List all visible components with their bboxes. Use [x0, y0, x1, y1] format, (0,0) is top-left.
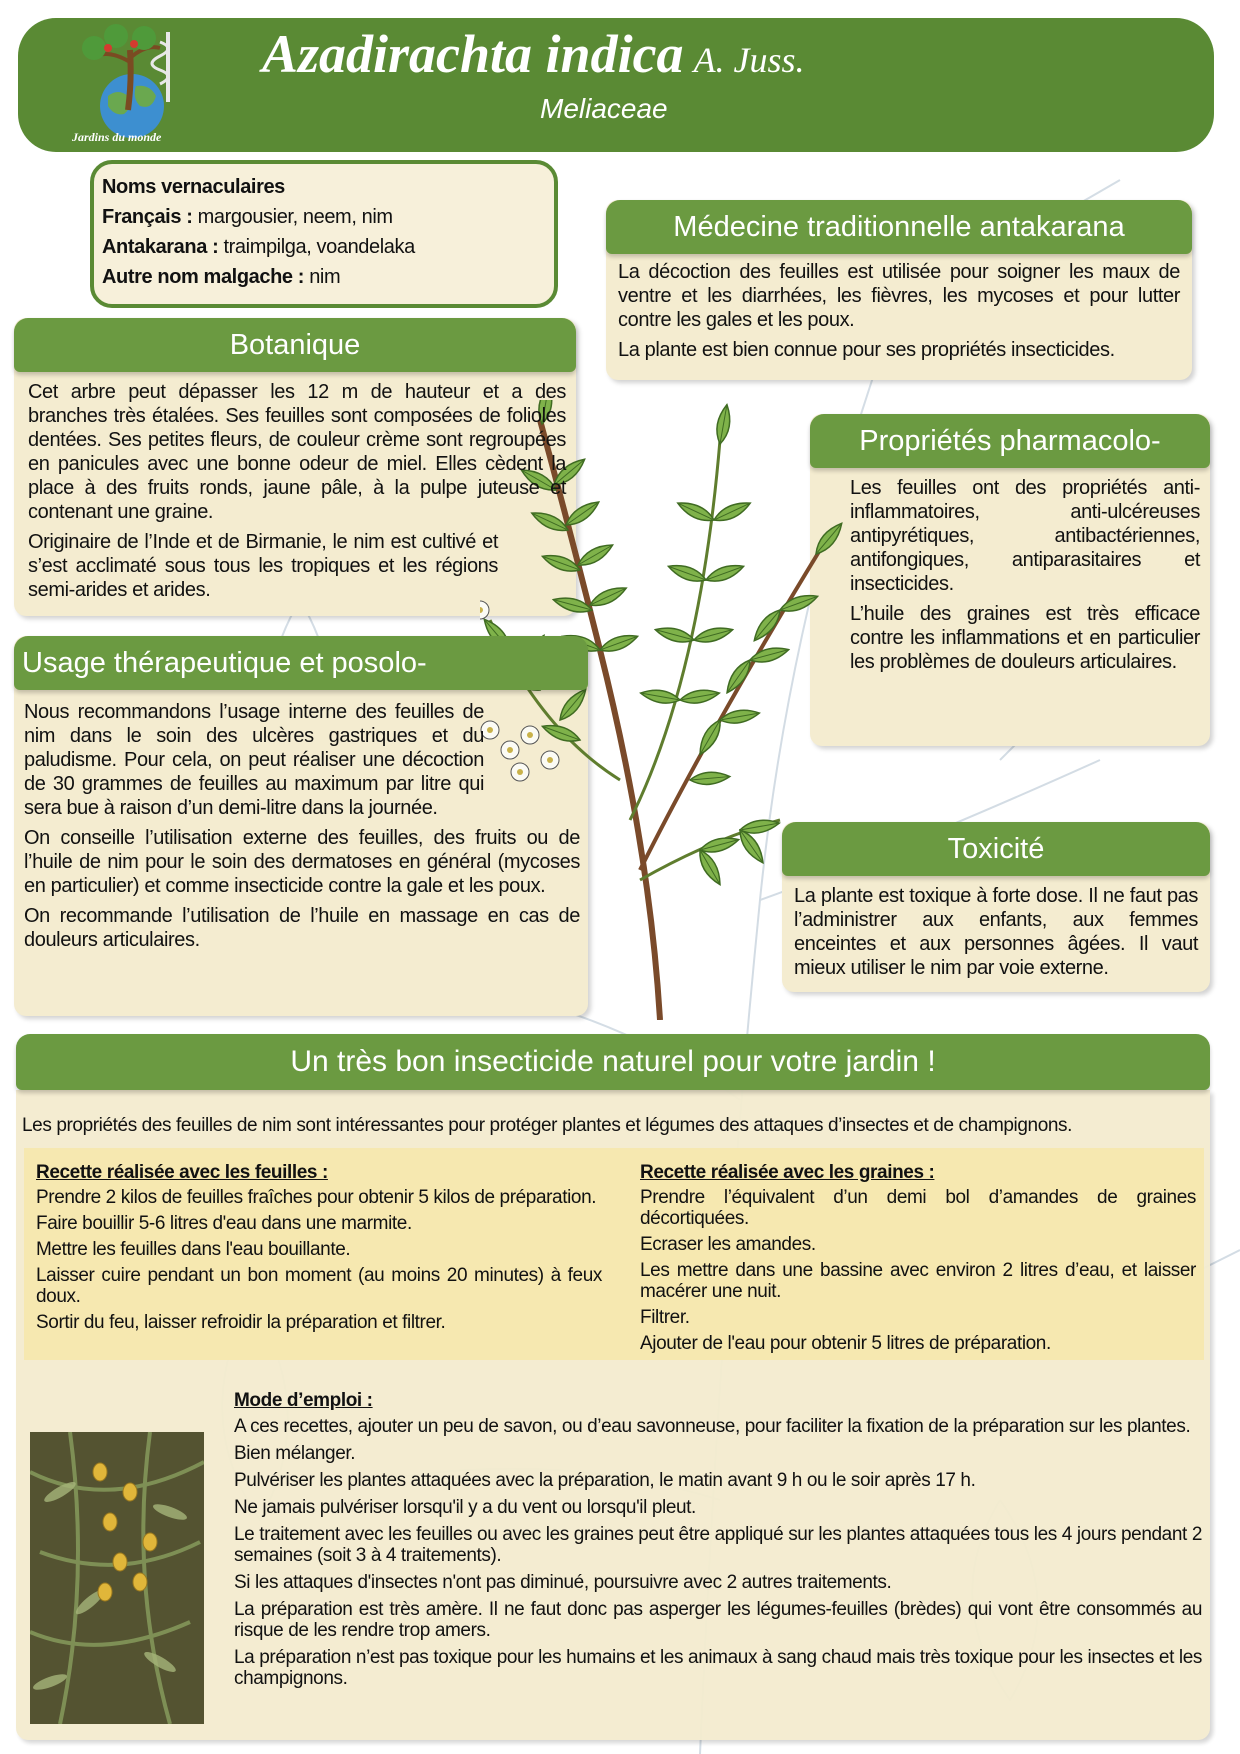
neem-fruit-photo [30, 1432, 204, 1724]
recipe-leaves-step: Mettre les feuilles dans l'eau bouillante. [36, 1239, 351, 1260]
recipe-seeds-step: Prendre l’équivalent d’un demi bol d’amandes de graines décortiquées. [640, 1187, 1196, 1229]
recipe-leaves-step: Faire bouillir 5-6 litres d'eau dans une marmite. [36, 1213, 412, 1234]
usage-text [24, 700, 580, 958]
botanique-paragraph-1: Cet arbre peut dépasser les 12 m de hauteur et a des branches très étalées. Ses feuilles sont composées de folioles dentées. Ses petites fleurs, de couleur crème sont regroupées en panicules avec une bonne odeur de miel. Elles cèdent la place à des fruits ronds, jaune pâle, à la pulpe juteuse et contenant une graine. [28, 381, 566, 523]
toxicite-heading: Toxicité [782, 822, 1210, 876]
mode-emploi [234, 1390, 1202, 1695]
malagasy-value: nim [304, 266, 341, 288]
botanique-heading: Botanique [14, 318, 576, 372]
malagasy-label: Autre nom malgache : [102, 266, 305, 288]
insecticide-heading: Un très bon insecticide naturel pour votre jardin ! [16, 1034, 1210, 1090]
recipe-leaves-heading: Recette réalisée avec les feuilles : [36, 1162, 328, 1183]
vernacular-heading: Noms vernaculaires [102, 176, 285, 198]
medecine-heading: Médecine traditionnelle antakarana [606, 200, 1192, 254]
botanique-paragraph-2: Originaire de l’Inde et de Birmanie, le nim est cultivé et s’est acclimaté sous tous les tropiques et les régions semi-arides et arides. [28, 531, 498, 601]
antakarana-label: Antakarana : [102, 236, 219, 258]
botanique-text [28, 380, 566, 608]
antakarana-value: traimpilga, voandelaka [218, 236, 415, 258]
plant-family: Meliaceae [540, 93, 668, 124]
recipe-seeds-heading: Recette réalisée avec les graines : [640, 1162, 935, 1183]
proprietes-paragraph-2: L’huile des graines est très efficace contre les inflammations et en particulier les problèmes de douleurs articulaires. [850, 603, 1200, 673]
recipe-leaves-step: Sortir du feu, laisser refroidir la préparation et filtrer. [36, 1312, 446, 1333]
mode-emploi-step: Ne jamais pulvériser lorsqu'il y a du vent ou lorsqu'il pleut. [234, 1497, 696, 1518]
medecine-paragraph-1: La décoction des feuilles est utilisée pour soigner les maux de ventre et les diarrhées, les fièvres, les mycoses et pour lutter contre les gales et les poux. [618, 261, 1180, 331]
species-name: Azadirachta indica [262, 24, 684, 84]
recipe-leaves [36, 1162, 602, 1338]
recipe-seeds [640, 1162, 1196, 1359]
proprietes-text [850, 476, 1200, 680]
recipe-leaves-step: Prendre 2 kilos de feuilles fraîches pour obtenir 5 kilos de préparation. [36, 1187, 597, 1208]
recipe-leaves-step: Laisser cuire pendant un bon moment (au moins 20 minutes) à feux doux. [36, 1265, 602, 1307]
mode-emploi-step: Pulvériser les plantes attaquées avec la préparation, le matin avant 9 h ou le soir après 17 h. [234, 1470, 976, 1491]
insecticide-intro: Les propriétés des feuilles de nim sont intéressantes pour protéger plantes et légumes des attaques d’insectes et de champignons. [22, 1115, 1073, 1136]
usage-paragraph-1: Nous recommandons l’usage interne des feuilles de nim dans le soin des ulcères gastriques et du paludisme. Pour cela, on peut réaliser une décoction de 30 grammes de feuilles au maximum par litre qui sera bue à raison d’un demi-litre dans la journée. [24, 701, 484, 819]
mode-emploi-step: Bien mélanger. [234, 1443, 356, 1464]
toxicite-paragraph-1: La plante est toxique à forte dose. Il ne faut pas l’administrer aux enfants, aux femmes enceintes et aux personnes âgées. Il vaut mieux utiliser le nim par voie externe. [794, 885, 1198, 979]
logo-caption: Jardins du monde [72, 130, 162, 144]
recipe-seeds-step: Ecraser les amandes. [640, 1234, 816, 1255]
usage-paragraph-2: On conseille l’utilisation externe des feuilles, des fruits ou de l’huile de nim pour le soin des dermatoses en général (mycoses en particulier) et comme insecticide contre la gale et les poux. [24, 827, 580, 897]
mode-emploi-step: Si les attaques d'insectes n'ont pas diminué, poursuivre avec 2 autres traitements. [234, 1572, 892, 1593]
recipe-seeds-step: Les mettre dans une bassine avec environ 2 litres d’eau, et laisser macérer une nuit. [640, 1260, 1196, 1302]
proprietes-paragraph-1: Les feuilles ont des propriétés anti-inflammatoires, anti-ulcéreuses antipyrétiques, antibactériennes, antifongiques, antiparasitaires et insecticides. [850, 477, 1200, 595]
mode-emploi-step: La préparation n’est pas toxique pour les humains et les animaux à sang chaud mais très toxique pour les insectes et les champignons. [234, 1647, 1202, 1689]
usage-heading: Usage thérapeutique et posolo- [14, 636, 588, 690]
french-value: margousier, neem, nim [192, 206, 393, 228]
mode-emploi-step: A ces recettes, ajouter un peu de savon, ou d’eau savonneuse, pour faciliter la fixation de la préparation sur les plantes. [234, 1416, 1191, 1437]
proprietes-heading: Propriétés pharmacolo- [810, 414, 1210, 468]
french-label: Français : [102, 206, 193, 228]
medecine-text [618, 260, 1180, 368]
mode-emploi-heading: Mode d’emploi : [234, 1390, 373, 1411]
medecine-paragraph-2: La plante est bien connue pour ses propriétés insecticides. [618, 339, 1115, 361]
recipe-seeds-step: Ajouter de l'eau pour obtenir 5 litres de préparation. [640, 1333, 1051, 1354]
toxicite-text [794, 884, 1198, 986]
species-author: A. Juss. [693, 40, 805, 80]
page-title [262, 22, 805, 92]
mode-emploi-step: La préparation est très amère. Il ne faut donc pas asperger les légumes-feuilles (brèdes) qui vont être consommés au risque de les rendre trop amers. [234, 1599, 1202, 1641]
usage-paragraph-3: On recommande l’utilisation de l’huile en massage en cas de douleurs articulaires. [24, 905, 580, 951]
recipe-seeds-step: Filtrer. [640, 1307, 690, 1328]
mode-emploi-step: Le traitement avec les feuilles ou avec les graines peut être appliqué sur les plantes attaquées tous les 4 jours pendant 2 semaines (soit 3 à 4 traitements). [234, 1524, 1202, 1566]
vernacular-names-text [102, 172, 542, 292]
